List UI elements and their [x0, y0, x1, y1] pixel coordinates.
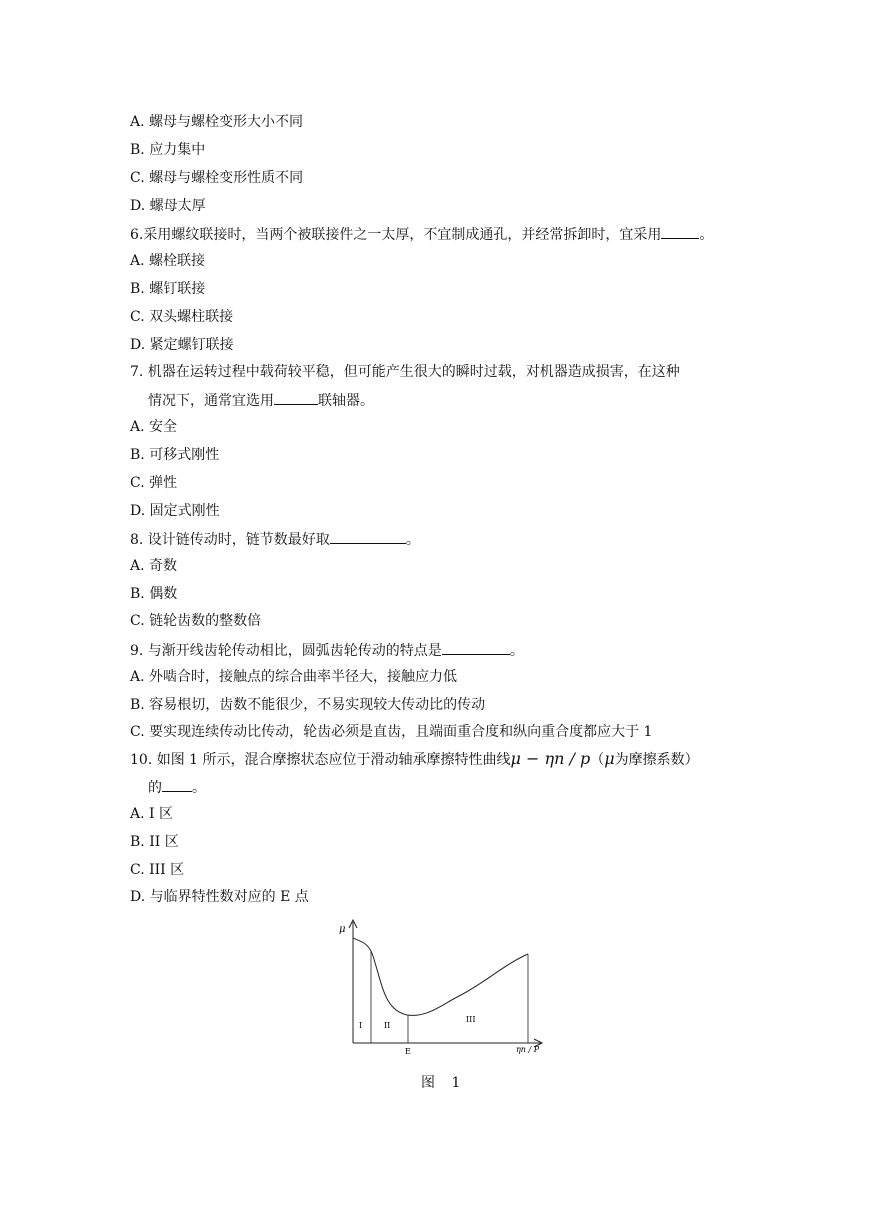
q7-stem-line2-text: 情况下，通常宜选用 — [148, 393, 274, 409]
q10-stem-line2-end: 。 — [192, 780, 206, 796]
q5-option-b: B. 应力集中 — [130, 142, 206, 158]
friction-curve — [353, 938, 528, 1015]
q10-stem-text: 10. 如图 1 所示，混合摩擦状态应位于滑动轴承摩擦特性曲线 — [130, 752, 511, 768]
q8-option-b: B. 偶数 — [130, 586, 178, 602]
q9-stem — [130, 640, 524, 660]
point-e-label: E — [405, 1047, 411, 1056]
q9-answer-blank — [442, 640, 510, 655]
q7-stem-line1: 7. 机器在运转过程中载荷较平稳，但可能产生很大的瞬时过载，对机器造成损害，在这种 — [130, 364, 680, 380]
q6-stem — [130, 224, 713, 244]
q10-stem-line2 — [148, 777, 206, 797]
q10-option-d: D. 与临界特性数对应的 E 点 — [130, 889, 309, 905]
q8-option-c: C. 链轮齿数的整数倍 — [130, 613, 262, 629]
q10-paren-open: （ — [590, 752, 605, 768]
q7-stem-line2-end: 联轴器。 — [318, 393, 374, 409]
q10-stem-line1 — [130, 750, 699, 769]
q6-option-c: C. 双头螺柱联接 — [130, 309, 234, 325]
q7-stem-line2 — [148, 390, 374, 410]
region-2-label: II — [384, 1021, 391, 1030]
q8-option-a: A. 奇数 — [130, 558, 178, 574]
region-3-label: III — [466, 1015, 476, 1024]
q7-option-a: A. 安全 — [130, 419, 178, 435]
y-axis-label: μ — [339, 924, 346, 935]
q5-option-d: D. 螺母太厚 — [130, 198, 206, 214]
q6-option-a: A. 螺栓联接 — [130, 253, 206, 269]
region-1-label: I — [359, 1021, 363, 1030]
q7-answer-blank — [274, 390, 318, 405]
q7-option-b: B. 可移式刚性 — [130, 447, 220, 463]
q6-answer-blank — [661, 224, 699, 239]
x-axis-label: ηn / P — [516, 1045, 540, 1054]
q10-option-a: A. I 区 — [130, 806, 173, 822]
q9-stem-end: 。 — [509, 643, 524, 659]
q8-stem — [130, 529, 420, 549]
q5-option-a: A. 螺母与螺栓变形大小不同 — [130, 114, 304, 130]
q7-option-c: C. 弹性 — [130, 475, 178, 491]
q9-option-b: B. 容易根切，齿数不能很少，不易实现较大传动比的传动 — [130, 697, 486, 713]
q9-option-a: A. 外啮合时，接触点的综合曲率半径大，接触应力低 — [130, 669, 458, 685]
q6-option-d: D. 紧定螺钉联接 — [130, 337, 234, 353]
q10-option-c: C. III 区 — [130, 862, 185, 878]
q10-option-b: B. II 区 — [130, 834, 179, 850]
q10-mu-symbol: μ — [604, 749, 615, 768]
q9-option-c: C. 要实现连续传动比传动，轮齿必须是直齿，且端面重合度和纵向重合度都应大于 1 — [130, 724, 653, 740]
q10-formula: μ − ηn / p — [510, 749, 591, 768]
figure-caption: 图 1 — [421, 1075, 467, 1091]
friction-characteristic-figure — [335, 918, 555, 1063]
q6-stem-end: 。 — [699, 227, 714, 243]
q6-option-b: B. 螺钉联接 — [130, 281, 206, 297]
q6-stem-text: 6.采用螺纹联接时，当两个被联接件之一太厚，不宜制成通孔，并经常拆卸时，宜采用 — [130, 227, 662, 243]
q8-answer-blank — [330, 529, 406, 544]
q7-option-d: D. 固定式刚性 — [130, 503, 220, 519]
q10-stem-line2-text: 的 — [148, 780, 162, 796]
q5-option-c: C. 螺母与螺栓变形性质不同 — [130, 170, 304, 186]
q10-paren-text: 为摩擦系数） — [614, 752, 699, 768]
q9-stem-text: 9. 与渐开线齿轮传动相比，圆弧齿轮传动的特点是 — [130, 643, 442, 659]
q10-answer-blank — [162, 777, 192, 792]
q8-stem-text: 8. 设计链传动时，链节数最好取 — [130, 532, 330, 548]
q8-stem-end: 。 — [405, 532, 420, 548]
